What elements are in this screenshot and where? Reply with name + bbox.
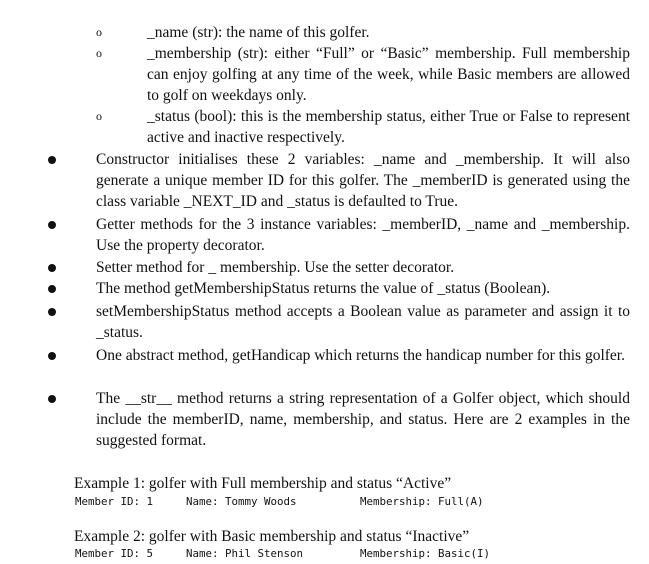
example-1-title: Example 1: golfer with Full membership and status “Active” xyxy=(74,475,452,492)
bullet-dot xyxy=(48,308,56,316)
requirement-constructor: Constructor initialises these 2 variables: _name and _membership. It will also generate a unique member ID for this golfer. The _memberID is generated using the class variable _NEXT_ID and _status is defaulted to True. xyxy=(96,151,630,210)
requirement-setter: Setter method for _ membership. Use the setter decorator. xyxy=(96,259,455,276)
requirement-set-status: setMembershipStatus method accepts a Boolean value as parameter and assign it to _status. xyxy=(96,303,630,341)
example-1-name: Name: Tommy Woods xyxy=(186,495,297,508)
sub-bullet-marker: o xyxy=(96,46,102,60)
bullet-dot xyxy=(48,285,56,293)
example-2-name: Name: Phil Stenson xyxy=(186,547,304,560)
example-2-membership: Membership: Basic(I) xyxy=(360,547,491,560)
attribute-name-text: _name (str): the name of this golfer. xyxy=(147,24,370,41)
bullet-dot xyxy=(48,264,56,272)
bullet-dot xyxy=(48,352,56,360)
requirement-handicap: One abstract method, getHandicap which returns the handicap number for this golfer. xyxy=(96,347,625,364)
requirement-getters: Getter methods for the 3 instance variables: _memberID, _name and _membership. Use the property decorator. xyxy=(96,216,630,254)
bullet-dot xyxy=(48,395,56,403)
requirement-str: The __str__ method returns a string representation of a Golfer object, which should include the memberID, name, membership, and status. Here are 2 examples in the suggested format. xyxy=(96,390,630,449)
attribute-membership-text: _membership (str): either “Full” or “Basic” membership. Full membership can enjoy golfing at any time of the week, while Basic members are allowed to golf on weekdays only. xyxy=(147,45,630,104)
example-1-member-id: Member ID: 1 xyxy=(75,495,154,508)
attribute-status-text: _status (bool): this is the membership status, either True or False to represent active and inactive respectively. xyxy=(147,108,630,146)
sub-bullet-marker: o xyxy=(96,109,102,123)
example-2-member-id: Member ID: 5 xyxy=(75,547,154,560)
sub-bullet-marker: o xyxy=(96,25,102,39)
bullet-dot xyxy=(48,221,56,229)
requirement-get-status: The method getMembershipStatus returns the value of _status (Boolean). xyxy=(96,280,551,297)
example-1-membership: Membership: Full(A) xyxy=(360,495,484,508)
bullet-dot xyxy=(48,156,56,164)
example-2-title: Example 2: golfer with Basic membership and status “Inactive” xyxy=(74,528,470,545)
